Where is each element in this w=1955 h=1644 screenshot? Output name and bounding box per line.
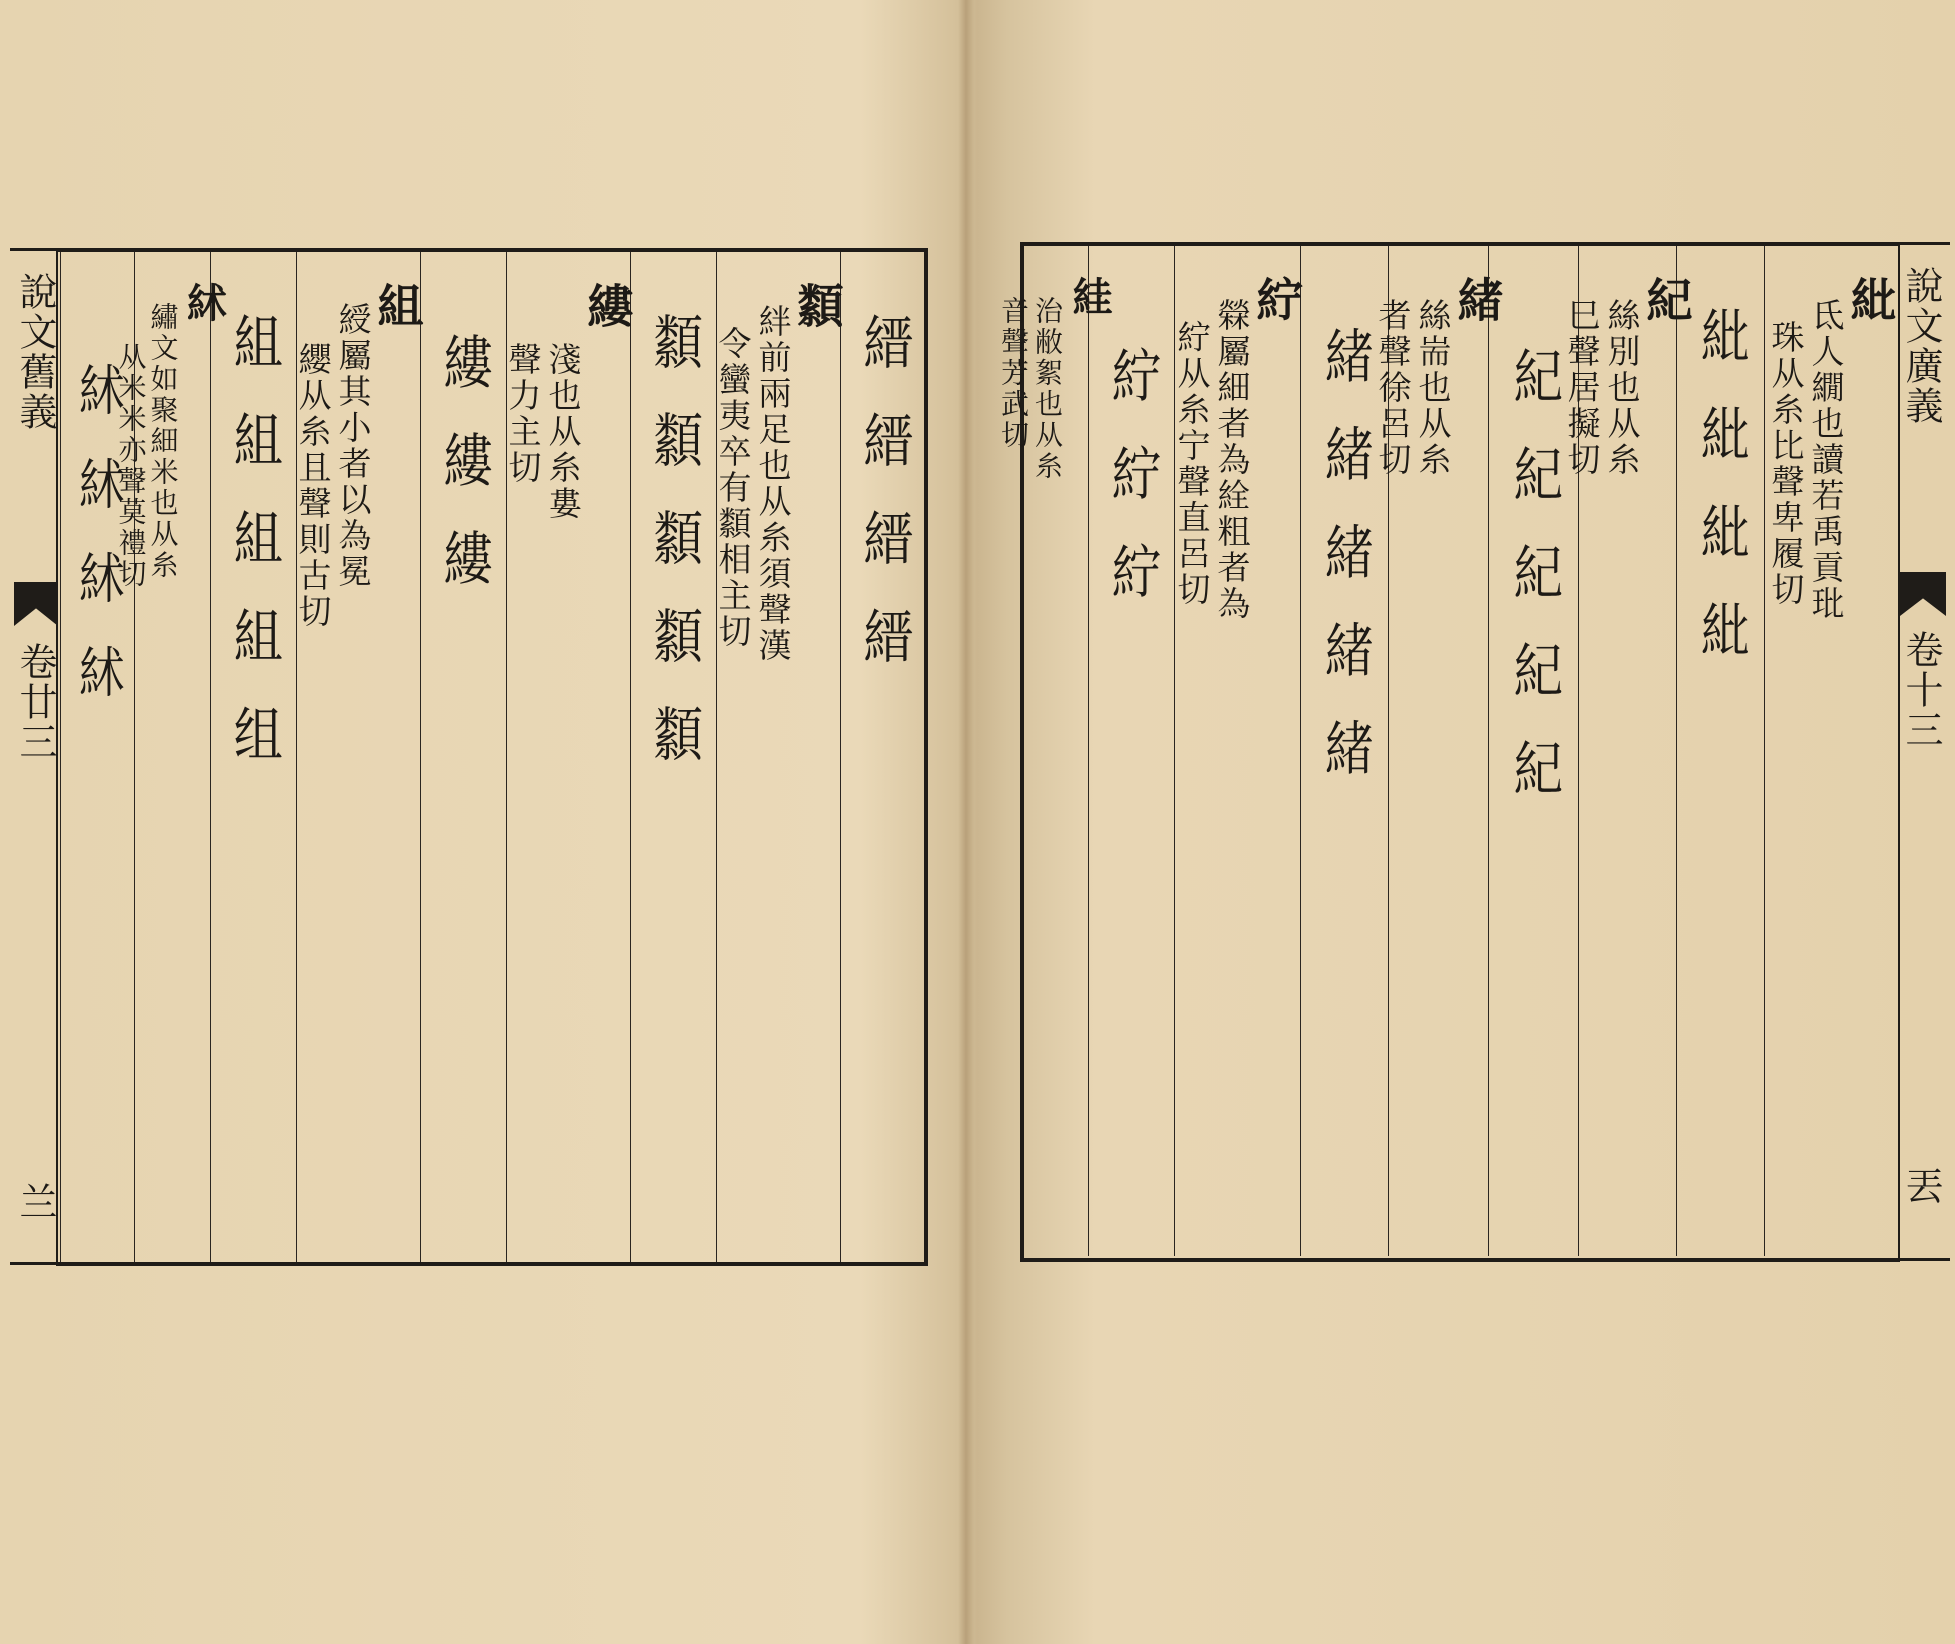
seal-glyphs: 縷縷縷 <box>434 332 493 626</box>
edge-folio: 丟 <box>1899 1166 1943 1206</box>
gloss-line: 治敝絮也从糸 <box>1031 296 1064 482</box>
gloss-line: 繡文如聚細米也从糸 <box>146 302 180 581</box>
left-columns <box>60 252 926 1262</box>
gloss-line: 綬屬其小者以為冕 <box>333 302 373 590</box>
column-2 <box>713 252 845 1262</box>
entry-headword: 縷 <box>580 282 635 332</box>
right-page <box>972 0 1955 1644</box>
dictionary-entry <box>1173 276 1303 1256</box>
column-5 <box>1373 246 1505 1256</box>
edge-volume: 卷廿三 <box>13 642 57 762</box>
entry-headword: 纇 <box>790 282 845 332</box>
entry-headword: 緒 <box>1450 276 1505 326</box>
entry-headword: 組 <box>370 282 425 332</box>
gloss-line: 氐人繝也讀若禹貢玭 <box>1806 298 1846 622</box>
edge-title: 說文廣義 <box>1899 266 1943 426</box>
column-1 <box>1764 246 1898 1256</box>
column-7 <box>1172 246 1304 1256</box>
edge-volume: 卷十三 <box>1899 630 1943 750</box>
column-3 <box>1562 246 1694 1256</box>
seal-glyphs: 組組組組组 <box>224 312 283 802</box>
entry-headword: 絉 <box>180 282 228 326</box>
gloss-line: 紵从糸宁聲直呂切 <box>1172 320 1212 608</box>
gloss-line: 巳聲居擬切 <box>1562 298 1602 478</box>
entry-headword: 絓 <box>1066 276 1113 320</box>
seal-glyphs: 纇纇纇纇纇 <box>644 312 703 802</box>
seal-glyphs: 絉絉絉絉 <box>71 362 125 738</box>
gloss-line: 从米米亦聲莫禮切 <box>114 342 148 590</box>
edge-folio: 兰 <box>13 1182 57 1222</box>
gloss-line: 珠从糸比聲卑履切 <box>1766 320 1806 608</box>
column-6 <box>293 252 425 1262</box>
dictionary-entry <box>504 282 634 1262</box>
seal-glyphs: 紀紀紀紀紀 <box>1504 346 1563 836</box>
seal-glyphs: 紕紕紕紕 <box>1691 306 1750 698</box>
gloss-line: 淺也从糸婁 <box>543 342 583 522</box>
entry-gloss <box>294 282 372 630</box>
gloss-line: 令蠻夷卒有纇相主切 <box>713 326 753 650</box>
column-1 <box>840 252 926 1262</box>
gloss-line: 絲別也从糸 <box>1602 298 1642 478</box>
entry-gloss <box>504 282 582 522</box>
column-4 <box>503 252 635 1262</box>
right-columns <box>997 246 1898 1256</box>
seal-glyphs: 紵紵紵 <box>1102 346 1161 640</box>
edge-title: 說文舊義 <box>13 272 57 432</box>
seal-glyphs: 緒緒緒緒緒 <box>1315 326 1374 816</box>
gloss-line: 纓从糸且聲則古切 <box>293 342 333 630</box>
dictionary-entry <box>1563 276 1693 1256</box>
dictionary-entry <box>997 276 1115 1256</box>
entry-gloss <box>1767 276 1845 622</box>
entry-gloss <box>997 276 1063 482</box>
dictionary-entry <box>1374 276 1504 1256</box>
column-9 <box>60 252 134 1262</box>
gloss-line: 絆前兩足也从糸須聲漢 <box>753 304 793 664</box>
gloss-line: 音聲芳武切 <box>997 296 1030 451</box>
right-edge-strip <box>1900 246 1946 1256</box>
dictionary-entry <box>1767 276 1897 1256</box>
entry-headword: 紵 <box>1249 276 1304 326</box>
dictionary-entry <box>294 282 424 1262</box>
gloss-line: 者聲徐呂切 <box>1373 298 1413 478</box>
gloss-line: 聲力主切 <box>503 342 543 486</box>
entry-headword: 紕 <box>1843 276 1898 326</box>
entry-gloss <box>1173 276 1251 622</box>
left-page <box>0 0 965 1644</box>
seal-glyphs: 縉縉縉縉 <box>854 312 913 704</box>
column-5 <box>420 252 506 1262</box>
column-6 <box>1300 246 1388 1256</box>
gloss-line: 檾屬細者為絟粗者為 <box>1212 298 1252 622</box>
gloss-line: 絲耑也从糸 <box>1413 298 1453 478</box>
column-9 <box>997 246 1113 1256</box>
entry-gloss <box>714 282 792 664</box>
dictionary-entry <box>714 282 844 1262</box>
fish-tail-mark <box>14 582 58 626</box>
fish-tail-mark <box>1900 572 1946 616</box>
column-8 <box>114 252 228 1262</box>
entry-headword: 紀 <box>1639 276 1694 326</box>
left-edge-strip <box>14 252 58 1262</box>
column-3 <box>630 252 716 1262</box>
